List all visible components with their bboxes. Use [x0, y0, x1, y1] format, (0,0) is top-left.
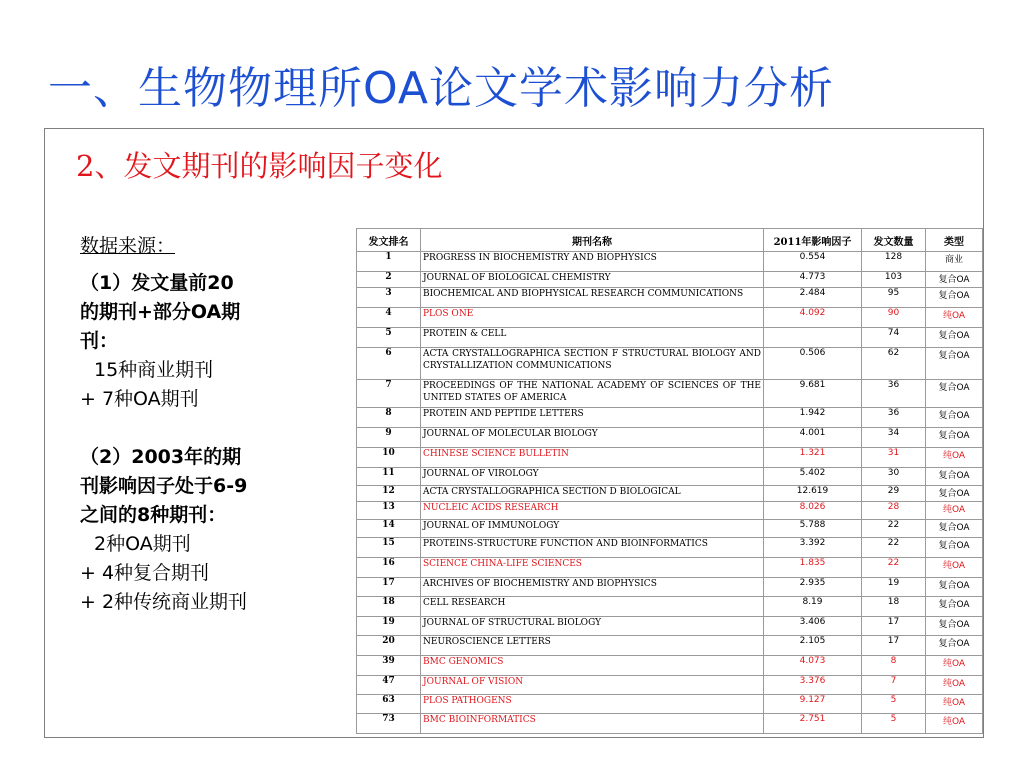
journal-name-cell: NEUROSCIENCE LETTERS	[421, 636, 764, 656]
impact-factor-cell: 2.751	[764, 714, 862, 734]
paper-count-cell: 7	[862, 676, 926, 695]
table-row	[357, 272, 983, 288]
impact-factor-cell: 3.376	[764, 676, 862, 695]
type-cell: 复合OA	[926, 328, 983, 348]
journal-name-cell: BMC BIOINFORMATICS	[421, 714, 764, 734]
type-cell: 复合OA	[926, 380, 983, 408]
impact-factor-cell: 5.402	[764, 468, 862, 486]
rank-cell: 63	[357, 695, 421, 714]
table-row	[357, 408, 983, 428]
data-source-notes	[80, 232, 342, 617]
paper-count-cell: 29	[862, 486, 926, 502]
journal-name-cell: PLOS ONE	[421, 308, 764, 328]
impact-factor-cell: 3.406	[764, 617, 862, 636]
type-cell: 纯OA	[926, 656, 983, 676]
rank-cell: 10	[357, 448, 421, 468]
impact-factor-cell: 2.105	[764, 636, 862, 656]
table-row	[357, 288, 983, 308]
rank-cell: 19	[357, 617, 421, 636]
impact-factor-cell: 0.506	[764, 348, 862, 380]
journal-name-cell: CHINESE SCIENCE BULLETIN	[421, 448, 764, 468]
table-row	[357, 252, 983, 272]
table-row	[357, 676, 983, 695]
type-cell: 纯OA	[926, 558, 983, 578]
type-cell: 复合OA	[926, 408, 983, 428]
impact-factor-cell: 4.092	[764, 308, 862, 328]
paper-count-cell: 19	[862, 578, 926, 597]
type-cell: 复合OA	[926, 578, 983, 597]
rank-cell: 47	[357, 676, 421, 695]
table-row	[357, 486, 983, 502]
note1-line4: 15种商业期刊	[94, 359, 214, 381]
impact-factor-cell	[764, 328, 862, 348]
table-row	[357, 636, 983, 656]
rank-cell: 1	[357, 252, 421, 272]
impact-factor-cell: 3.392	[764, 538, 862, 558]
table-row	[357, 448, 983, 468]
table-row	[357, 695, 983, 714]
type-cell: 纯OA	[926, 308, 983, 328]
rank-cell: 13	[357, 502, 421, 520]
rank-cell: 73	[357, 714, 421, 734]
impact-factor-cell: 4.001	[764, 428, 862, 448]
table-row	[357, 328, 983, 348]
type-cell: 复合OA	[926, 348, 983, 380]
rank-cell: 9	[357, 428, 421, 448]
impact-factor-cell: 1.942	[764, 408, 862, 428]
note1-line1: （1）发文量前20	[80, 272, 234, 294]
note2-line4: 2种OA期刊	[94, 533, 191, 555]
impact-factor-cell: 1.321	[764, 448, 862, 468]
type-cell: 复合OA	[926, 597, 983, 617]
table-row	[357, 714, 983, 734]
journal-name-cell: PLOS PATHOGENS	[421, 695, 764, 714]
journal-name-cell: CELL RESEARCH	[421, 597, 764, 617]
impact-factor-cell: 4.773	[764, 272, 862, 288]
journal-name-cell: PROTEIN & CELL	[421, 328, 764, 348]
paper-count-cell: 28	[862, 502, 926, 520]
journal-name-cell: PROGRESS IN BIOCHEMISTRY AND BIOPHYSICS	[421, 252, 764, 272]
journal-name-cell: BIOCHEMICAL AND BIOPHYSICAL RESEARCH COMMUNICATIONS	[421, 288, 764, 308]
type-cell: 纯OA	[926, 676, 983, 695]
table-body	[357, 252, 983, 734]
type-cell: 纯OA	[926, 714, 983, 734]
rank-cell: 17	[357, 578, 421, 597]
type-cell: 复合OA	[926, 636, 983, 656]
rank-cell: 39	[357, 656, 421, 676]
note1-line2: 的期刊+部分OA期	[80, 301, 241, 323]
paper-count-cell: 31	[862, 448, 926, 468]
journal-name-cell: JOURNAL OF IMMUNOLOGY	[421, 520, 764, 538]
rank-cell: 8	[357, 408, 421, 428]
rank-cell: 12	[357, 486, 421, 502]
table-row	[357, 578, 983, 597]
paper-count-cell: 90	[862, 308, 926, 328]
note2-line2: 刊影响因子处于6-9	[80, 475, 248, 497]
note1-line3: 刊：	[80, 330, 119, 352]
table-row	[357, 468, 983, 486]
journal-table	[356, 228, 983, 734]
paper-count-cell: 17	[862, 636, 926, 656]
table-row	[357, 597, 983, 617]
type-cell: 复合OA	[926, 428, 983, 448]
journal-name-cell: ACTA CRYSTALLOGRAPHICA SECTION D BIOLOGICAL	[421, 486, 764, 502]
rank-cell: 16	[357, 558, 421, 578]
paper-count-cell: 18	[862, 597, 926, 617]
paper-count-cell: 74	[862, 328, 926, 348]
notes-heading: 数据来源：	[80, 235, 176, 257]
slide-title: 一、生物物理所OA论文学术影响力分析	[48, 63, 834, 114]
table-row	[357, 558, 983, 578]
journal-name-cell: JOURNAL OF MOLECULAR BIOLOGY	[421, 428, 764, 448]
table-header-row	[357, 229, 983, 252]
impact-factor-cell: 2.935	[764, 578, 862, 597]
rank-cell: 18	[357, 597, 421, 617]
type-cell: 纯OA	[926, 502, 983, 520]
paper-count-cell: 128	[862, 252, 926, 272]
header-journal-name: 期刊名称	[421, 229, 764, 252]
table-row	[357, 617, 983, 636]
rank-cell: 20	[357, 636, 421, 656]
journal-name-cell: NUCLEIC ACIDS RESEARCH	[421, 502, 764, 520]
journal-name-cell: JOURNAL OF VIROLOGY	[421, 468, 764, 486]
note2-line5: + 4种复合期刊	[80, 562, 210, 584]
journal-name-cell: JOURNAL OF BIOLOGICAL CHEMISTRY	[421, 272, 764, 288]
table-row	[357, 348, 983, 380]
journal-name-cell: JOURNAL OF VISION	[421, 676, 764, 695]
journal-name-cell: PROCEEDINGS OF THE NATIONAL ACADEMY OF SCIENCES OF THE UNITED STATES OF AMERICA	[421, 380, 764, 408]
note2-line3: 之间的8种期刊：	[80, 504, 227, 526]
type-cell: 复合OA	[926, 288, 983, 308]
section-subtitle: 2、发文期刊的影响因子变化	[76, 149, 443, 183]
table-row	[357, 520, 983, 538]
type-cell: 复合OA	[926, 538, 983, 558]
header-rank: 发文排名	[357, 229, 421, 252]
type-cell: 复合OA	[926, 272, 983, 288]
note2-line6: + 2种传统商业期刊	[80, 591, 248, 613]
paper-count-cell: 34	[862, 428, 926, 448]
paper-count-cell: 22	[862, 558, 926, 578]
impact-factor-cell: 5.788	[764, 520, 862, 538]
table-row	[357, 538, 983, 558]
header-impact-factor: 2011年影响因子	[764, 229, 862, 252]
impact-factor-cell: 1.835	[764, 558, 862, 578]
type-cell: 复合OA	[926, 468, 983, 486]
type-cell: 复合OA	[926, 617, 983, 636]
impact-factor-cell: 12.619	[764, 486, 862, 502]
paper-count-cell: 62	[862, 348, 926, 380]
journal-name-cell: PROTEIN AND PEPTIDE LETTERS	[421, 408, 764, 428]
type-cell: 纯OA	[926, 695, 983, 714]
type-cell: 商业	[926, 252, 983, 272]
rank-cell: 6	[357, 348, 421, 380]
paper-count-cell: 36	[862, 380, 926, 408]
journal-name-cell: BMC GENOMICS	[421, 656, 764, 676]
table-row	[357, 308, 983, 328]
type-cell: 复合OA	[926, 486, 983, 502]
rank-cell: 5	[357, 328, 421, 348]
rank-cell: 2	[357, 272, 421, 288]
paper-count-cell: 5	[862, 695, 926, 714]
paper-count-cell: 5	[862, 714, 926, 734]
journal-name-cell: SCIENCE CHINA-LIFE SCIENCES	[421, 558, 764, 578]
rank-cell: 11	[357, 468, 421, 486]
paper-count-cell: 30	[862, 468, 926, 486]
rank-cell: 15	[357, 538, 421, 558]
table-row	[357, 502, 983, 520]
header-type: 类型	[926, 229, 983, 252]
impact-factor-cell: 0.554	[764, 252, 862, 272]
paper-count-cell: 103	[862, 272, 926, 288]
impact-factor-cell: 8.026	[764, 502, 862, 520]
paper-count-cell: 17	[862, 617, 926, 636]
note1-line5: + 7种OA期刊	[80, 388, 199, 410]
journal-name-cell: JOURNAL OF STRUCTURAL BIOLOGY	[421, 617, 764, 636]
rank-cell: 14	[357, 520, 421, 538]
paper-count-cell: 36	[862, 408, 926, 428]
journal-name-cell: PROTEINS-STRUCTURE FUNCTION AND BIOINFORMATICS	[421, 538, 764, 558]
journal-name-cell: ACTA CRYSTALLOGRAPHICA SECTION F STRUCTURAL BIOLOGY AND CRYSTALLIZATION COMMUNICATIONS	[421, 348, 764, 380]
rank-cell: 4	[357, 308, 421, 328]
paper-count-cell: 22	[862, 538, 926, 558]
table-row	[357, 380, 983, 408]
type-cell: 复合OA	[926, 520, 983, 538]
impact-factor-cell: 9.127	[764, 695, 862, 714]
impact-factor-cell: 9.681	[764, 380, 862, 408]
impact-factor-cell: 4.073	[764, 656, 862, 676]
table-row	[357, 428, 983, 448]
paper-count-cell: 95	[862, 288, 926, 308]
rank-cell: 3	[357, 288, 421, 308]
type-cell: 纯OA	[926, 448, 983, 468]
note2-line1: （2）2003年的期	[80, 446, 242, 468]
table-row	[357, 656, 983, 676]
paper-count-cell: 22	[862, 520, 926, 538]
journal-name-cell: ARCHIVES OF BIOCHEMISTRY AND BIOPHYSICS	[421, 578, 764, 597]
rank-cell: 7	[357, 380, 421, 408]
header-paper-count: 发文数量	[862, 229, 926, 252]
impact-factor-cell: 8.19	[764, 597, 862, 617]
paper-count-cell: 8	[862, 656, 926, 676]
impact-factor-cell: 2.484	[764, 288, 862, 308]
